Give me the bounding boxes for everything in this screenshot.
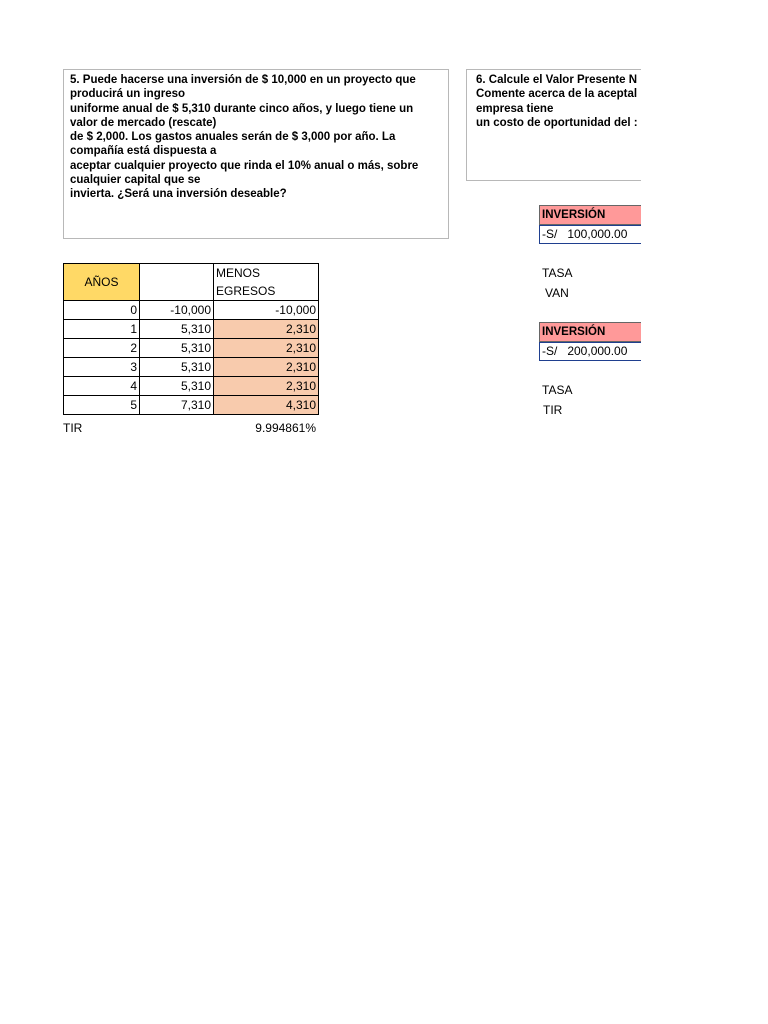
problem-5-line: producirá un ingreso bbox=[70, 88, 186, 101]
table-row bbox=[64, 358, 319, 377]
problem-6-line: 6. Calcule el Valor Presente N bbox=[476, 74, 638, 86]
investment-value-1[interactable]: -S/ 100,000.00 bbox=[539, 225, 641, 244]
flow-cell[interactable]: 5,310 bbox=[140, 320, 214, 339]
flow-cell[interactable]: 7,310 bbox=[140, 396, 214, 415]
problem-5-line: uniforme anual de $ 5,310 durante cinco años, y luego tiene un bbox=[70, 102, 414, 115]
year-cell[interactable]: 2 bbox=[64, 339, 140, 358]
table-row bbox=[64, 377, 319, 396]
problem-5-textbox[interactable] bbox=[63, 69, 449, 239]
net-cell[interactable]: 2,310 bbox=[214, 320, 319, 339]
year-cell[interactable]: 3 bbox=[64, 358, 140, 377]
table-row bbox=[64, 396, 319, 415]
flow-cell[interactable]: 5,310 bbox=[140, 339, 214, 358]
net-cell[interactable]: -10,000 bbox=[214, 301, 319, 320]
problem-6-line: empresa tiene bbox=[476, 102, 554, 115]
problem-5-line: invierta. ¿Será una inversión deseable? bbox=[70, 188, 287, 201]
net-cell[interactable]: 2,310 bbox=[214, 377, 319, 396]
table-row bbox=[64, 320, 319, 339]
investment-header-1[interactable]: INVERSIÓN bbox=[539, 205, 641, 225]
investment-header-2[interactable]: INVERSIÓN bbox=[539, 322, 641, 342]
cash-flow-table bbox=[63, 263, 319, 415]
year-cell[interactable]: 0 bbox=[64, 301, 140, 320]
van-label: VAN bbox=[545, 286, 569, 300]
header-anos-cell[interactable]: AÑOS bbox=[64, 264, 140, 301]
table-row bbox=[64, 301, 319, 320]
tasa-label-1: TASA bbox=[542, 266, 573, 280]
problem-5-line: compañía está dispuesta a bbox=[70, 145, 217, 158]
flow-cell[interactable]: 5,310 bbox=[140, 377, 214, 396]
problem-6-line: un costo de oportunidad del : bbox=[476, 116, 638, 129]
net-cell[interactable]: 4,310 bbox=[214, 396, 319, 415]
investment-value-2[interactable]: -S/ 200,000.00 bbox=[539, 342, 641, 361]
tir-label-right: TIR bbox=[543, 403, 563, 417]
year-cell[interactable]: 5 bbox=[64, 396, 140, 415]
year-cell[interactable]: 1 bbox=[64, 320, 140, 339]
flow-cell[interactable]: 5,310 bbox=[140, 358, 214, 377]
problem-5-line: valor de mercado (rescate) bbox=[70, 116, 217, 129]
net-cell[interactable]: 2,310 bbox=[214, 339, 319, 358]
problem-5-line: cualquier capital que se bbox=[70, 174, 201, 187]
problem-5-line: 5. Puede hacerse una inversión de $ 10,000 en un proyecto que bbox=[70, 74, 416, 86]
header-menos-egresos-cell[interactable]: MENOS EGRESOS bbox=[214, 264, 319, 301]
table-row bbox=[64, 339, 319, 358]
tir-value-cell[interactable]: 9.994861% bbox=[255, 421, 316, 435]
header-blank-cell[interactable] bbox=[140, 264, 214, 301]
table-header-row bbox=[64, 264, 319, 301]
tir-label: TIR bbox=[63, 421, 83, 435]
problem-6-line: Comente acerca de la aceptal bbox=[476, 88, 638, 101]
year-cell[interactable]: 4 bbox=[64, 377, 140, 396]
problem-5-line: aceptar cualquier proyecto que rinda el 10% anual o más, sobre bbox=[70, 159, 419, 172]
net-cell[interactable]: 2,310 bbox=[214, 358, 319, 377]
problem-5-line: de $ 2,000. Los gastos anuales serán de $ 3,000 por año. La bbox=[70, 131, 396, 144]
problem-6-textbox[interactable] bbox=[466, 69, 641, 181]
tasa-label-2: TASA bbox=[542, 383, 573, 397]
flow-cell[interactable]: -10,000 bbox=[140, 301, 214, 320]
